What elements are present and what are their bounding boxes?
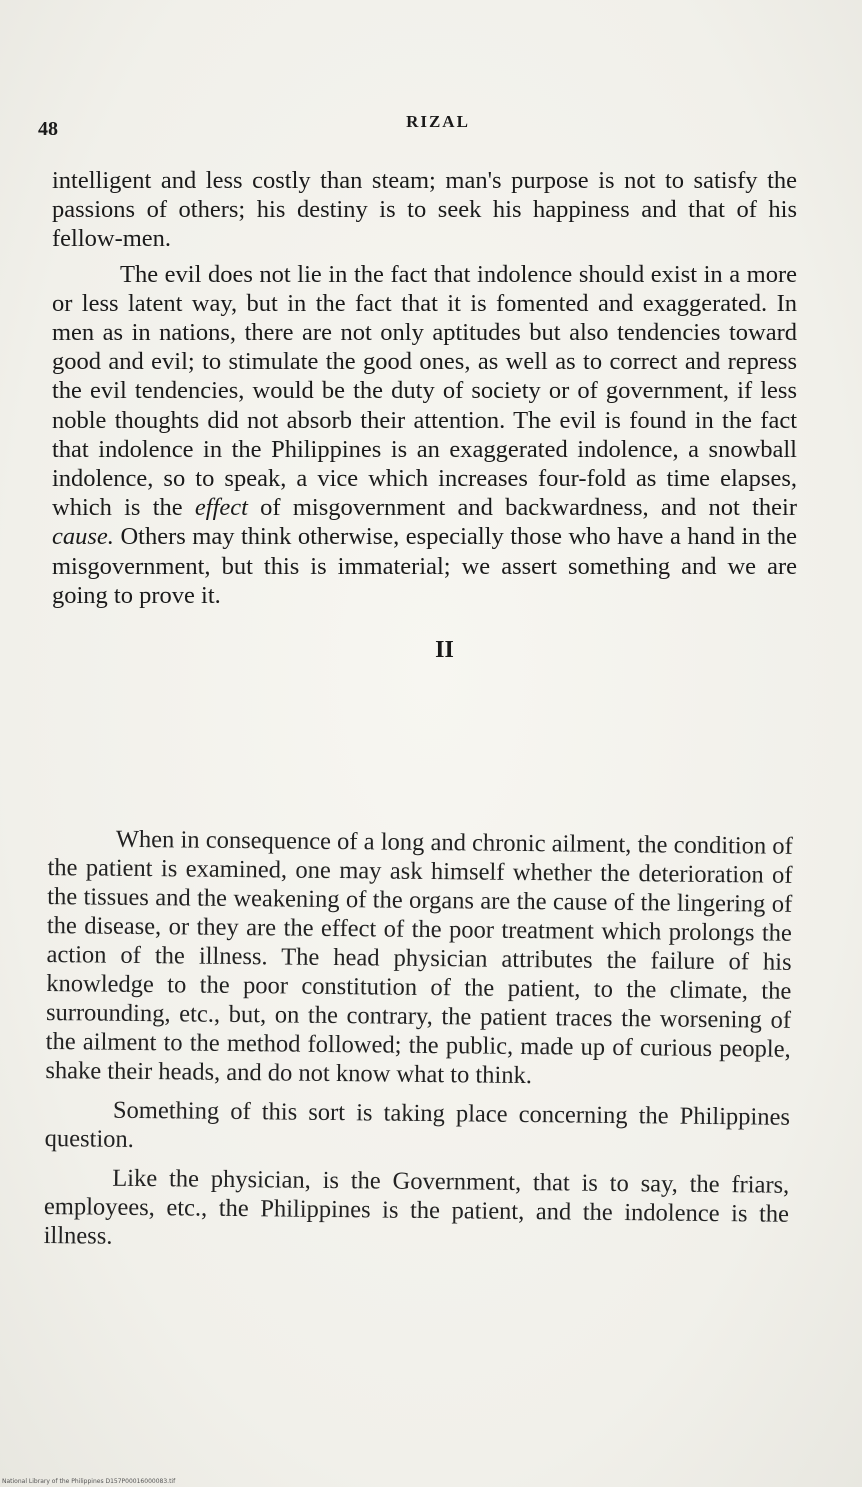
paragraph-continuation: intelligent and less costly than steam; man's purpose is not to satisfy the passions of others; his destiny is to seek his happiness and that of his fellow-men. xyxy=(52,167,797,253)
text-after-cause: Others may think otherwise, especially those who have a hand in the misgovernment, but this is immaterial; we assert something and we are going to prove it. xyxy=(52,523,797,609)
paragraph-evil-part2 xyxy=(52,407,797,609)
running-head: RIZAL xyxy=(406,112,470,131)
paragraph-ailment: When in consequence of a long and chronic ailment, the condition of the patient is examined, one may ask himself whether the deterioration of the tissues and the weakening of the organs are the cause of the lingering of the disease, or they are the effect of the poor treatment which prolongs the action of the illness. The head physician attributes the failure of his knowledge to the poor constitution of the patient, to the climate, the surrounding, etc., but, on the contrary, the patient traces the worsening of the ailment to the method followed; the public, made up of curious people, shake their heads, and do not know what to think. xyxy=(45,825,793,1090)
page-header xyxy=(38,112,758,142)
text-between: of misgovernment and backwardness, and not their xyxy=(247,494,797,522)
scan-credit: National Library of the Philippines D157P00016000083.tif xyxy=(2,1478,176,1485)
page-number: 48 xyxy=(38,118,58,140)
body-text-lower xyxy=(43,824,793,1268)
emphasis-effect: effect xyxy=(194,494,248,522)
paragraph-evil xyxy=(52,260,797,610)
paragraph-physician: Like the physician, is the Government, that is to say, the friars, employees, etc., the Philippines is the patient, and the indolence is the illness. xyxy=(43,1164,790,1250)
body-text-upper xyxy=(52,166,797,687)
paragraph-philippines-question: Something of this sort is taking place concerning the Philippines question. xyxy=(44,1096,791,1153)
paragraph-evil-text: The evil does not lie in the fact that indolence should exist in a more or less latent way, but in the fact that it is fomented and exaggerated. In men as in nations, there are not only aptitudes but also tendencies toward good and evil; to stimulate the good ones, as well as to correct and repress the evil tendencies, would be the duty of society or of government, if less noble thoughts did not absorb their attention. xyxy=(52,260,797,434)
emphasis-cause: cause. xyxy=(52,523,114,551)
text-before-effect: The evil is found in the fact that indolence in the Philippines is an exaggerated indolence, a snowball indolence, so to speak, a vice which increases four-fold as time elapses, which is the xyxy=(52,406,797,522)
section-heading: II xyxy=(435,637,454,664)
